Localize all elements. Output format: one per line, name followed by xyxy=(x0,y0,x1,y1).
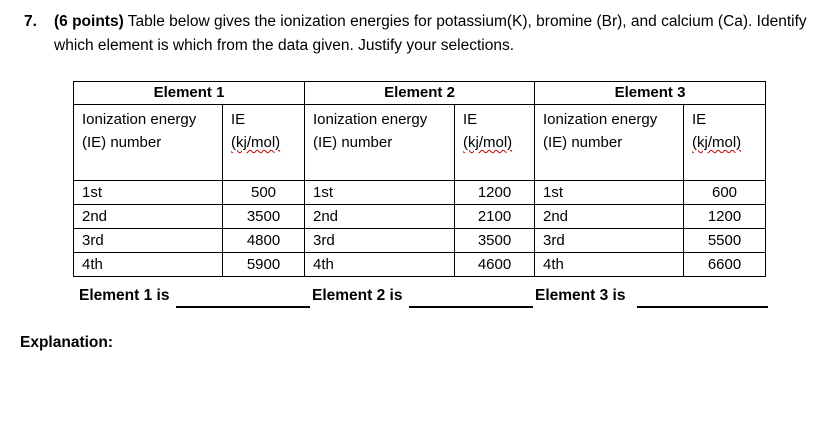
table-cell: 1st xyxy=(305,181,455,205)
element-1-answer-label: Element 1 is xyxy=(79,287,170,304)
ie-label: IE xyxy=(463,111,478,128)
table-cell: 2100 xyxy=(455,205,535,229)
element-2-answer-label: Element 2 is xyxy=(312,287,403,304)
table-cell: 2nd xyxy=(535,205,684,229)
ie-unit: (kj/mol) xyxy=(692,134,742,151)
element-1-ie-number-header: Ionization energy (IE) number xyxy=(74,105,223,181)
question-number: 7. xyxy=(24,13,37,30)
table-cell: 4th xyxy=(305,253,455,277)
element-2-ie-unit-header xyxy=(455,105,535,181)
question-prompt: Table below gives the ionization energies for potassium(K), bromine (Br), and calcium (Ca). Identify which element is which from the data given. Justify your selections. xyxy=(54,13,807,54)
ie-label: IE xyxy=(231,111,246,128)
table-cell: 4600 xyxy=(455,253,535,277)
ionization-energy-table xyxy=(73,81,766,277)
ie-unit: (kj/mol) xyxy=(463,134,513,151)
table-cell: 5500 xyxy=(684,229,766,253)
table-row xyxy=(74,253,766,277)
table-cell: 4th xyxy=(535,253,684,277)
table-row xyxy=(74,181,766,205)
table-cell: 5900 xyxy=(223,253,305,277)
table-cell: 4800 xyxy=(223,229,305,253)
question-7 xyxy=(24,10,824,58)
explanation-label: Explanation: xyxy=(20,334,114,351)
table-cell: 1200 xyxy=(455,181,535,205)
table-cell: 3rd xyxy=(305,229,455,253)
element-3-header: Element 3 xyxy=(535,82,766,105)
table-cell: 3rd xyxy=(74,229,223,253)
table-cell: 500 xyxy=(223,181,305,205)
element-2-ie-number-header: Ionization energy (IE) number xyxy=(305,105,455,181)
element-1-answer-blank[interactable] xyxy=(176,306,310,308)
ie-label: IE xyxy=(692,111,707,128)
table-subheader-row xyxy=(74,105,766,181)
table-cell: 1200 xyxy=(684,205,766,229)
element-1-header: Element 1 xyxy=(74,82,305,105)
question-points: (6 points) xyxy=(54,13,124,30)
table-cell: 4th xyxy=(74,253,223,277)
table-cell: 6600 xyxy=(684,253,766,277)
element-2-answer-blank[interactable] xyxy=(409,306,533,308)
table-cell: 1st xyxy=(74,181,223,205)
element-3-answer-blank[interactable] xyxy=(637,306,768,308)
table-cell: 3500 xyxy=(223,205,305,229)
ie-unit: (kj/mol) xyxy=(231,134,281,151)
table-header-row xyxy=(74,82,766,105)
question-text-block xyxy=(54,10,824,58)
table-cell: 1st xyxy=(535,181,684,205)
table-row xyxy=(74,205,766,229)
table-cell: 2nd xyxy=(74,205,223,229)
table-cell: 2nd xyxy=(305,205,455,229)
element-1-ie-unit-header xyxy=(223,105,305,181)
element-3-answer-label: Element 3 is xyxy=(535,287,626,304)
element-3-ie-number-header: Ionization energy (IE) number xyxy=(535,105,684,181)
element-2-header: Element 2 xyxy=(305,82,535,105)
table-row xyxy=(74,229,766,253)
element-3-ie-unit-header xyxy=(684,105,766,181)
table-cell: 3rd xyxy=(535,229,684,253)
table-cell: 3500 xyxy=(455,229,535,253)
table-cell: 600 xyxy=(684,181,766,205)
